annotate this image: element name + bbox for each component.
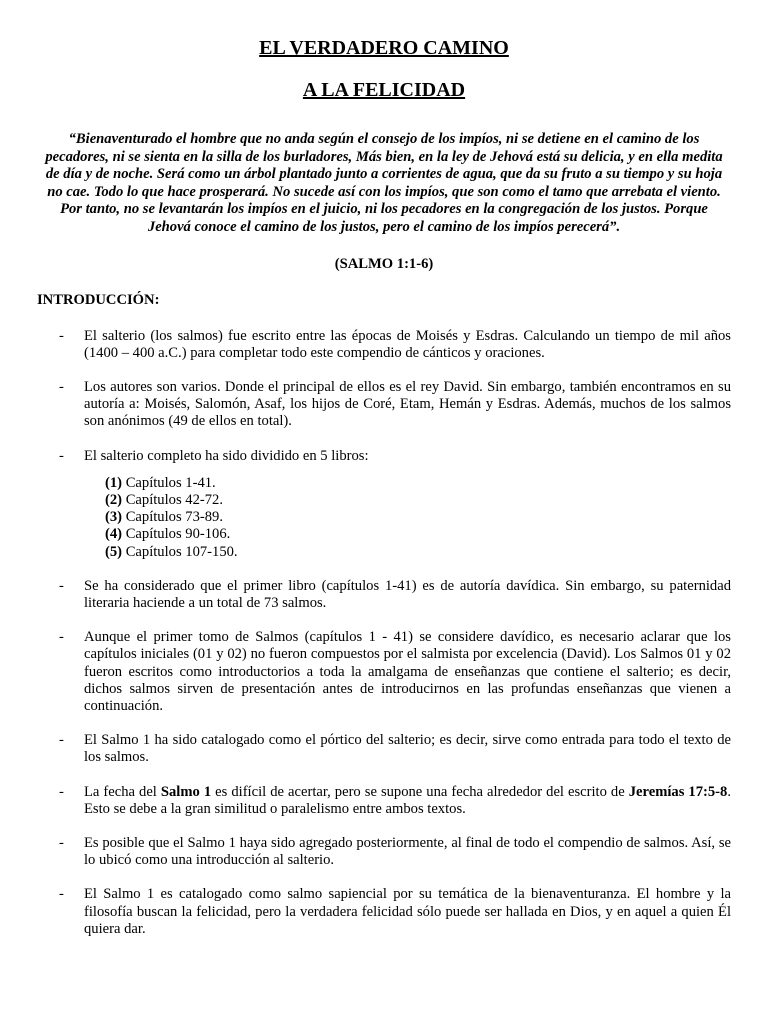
bullet-dash: - (59, 732, 64, 749)
list-item (37, 328, 731, 362)
book-range: Capítulos 107-150. (125, 543, 238, 560)
list-item-text: El Salmo 1 es catalogado como salmo sapiencial por su temática de la bienaventuranza. El hombre y la filosofía buscan la felicidad, pero la verdadera felicidad sólo puede ser hallada en Dios, y en aquel a quien Él quiera dar. (84, 886, 731, 937)
list-item (37, 629, 731, 715)
book-range: Capítulos 1-41. (125, 474, 216, 491)
epigraph-quote: “Bienaventurado el hombre que no anda según el consejo de los impíos, ni se detiene en el camino de los pecadores, ni se sienta en la silla de los burladores, Más bien, en la ley de Jehová está su delicia, y en ella medita de día y de noche. Será como un árbol plantado junto a corrientes de agua, que da su fruto a su tiempo y su hoja no cae. Todo lo que hace prosperará. No sucede así con los impíos, que son como el tamo que arrebata el viento. Por tanto, no se levantarán los impíos en el juicio, ni los pecadores en la congregación de los justos. Porque Jehová conoce el camino de los justos, pero el camino de los impíos perecerá”. (45, 131, 723, 235)
book-entry (105, 492, 731, 509)
bullet-dash: - (59, 835, 64, 852)
list-item-text: Aunque el primer tomo de Salmos (capítulos 1 - 41) se considere davídico, es necesario aclarar que los capítulos iniciales (01 y 02) no fueron compuestos por el salmista por excelencia (David). Los Salmos 01 y 02 fueron escritos como introductorios a toda la amalgama de enseñanzas que contiene el salterio; es decir, dichos salmos sirven de presentación antes de introducirnos en las profundas enseñanzas que vienen a continuación. (84, 629, 731, 715)
book-entry (105, 544, 731, 561)
list-item (37, 835, 731, 869)
book-range: Capítulos 73-89. (125, 509, 223, 526)
bullet-dash: - (59, 783, 64, 800)
list-item (37, 448, 731, 561)
list-item-text: Es posible que el Salmo 1 haya sido agregado posteriormente, al final de todo el compendio de salmos. Así, se lo ubicó como una introducción al salterio. (84, 835, 731, 869)
book-range: Capítulos 42-72. (125, 491, 223, 508)
bullet-dash: - (59, 886, 64, 903)
bullet-dash: - (59, 629, 64, 646)
list-item-body (84, 448, 731, 561)
bullet-dash: - (59, 378, 64, 395)
text-run: . Esto se debe a la gran similitud o paralelismo entre ambos textos. (84, 783, 731, 817)
text-run: es difícil de acertar, pero se supone una fecha alrededor del escrito de (211, 783, 629, 800)
intro-list (37, 328, 731, 938)
document-title-line-2: A LA FELICIDAD (302, 79, 466, 101)
bullet-dash: - (59, 447, 64, 464)
list-item-text: Se ha considerado que el primer libro (capítulos 1-41) es de autoría davídica. Sin embargo, su paternidad literaria haciende a un total de 73 salmos. (84, 577, 731, 611)
list-item-text: El salterio completo ha sido dividido en 5 libros: (84, 447, 369, 464)
section-heading-introduccion: INTRODUCCIÓN: (37, 291, 160, 308)
book-entry (105, 475, 731, 492)
text-run: La fecha del (84, 783, 161, 800)
book-number: (3) (105, 509, 123, 526)
book-entry (105, 509, 731, 526)
book-entry (105, 526, 731, 543)
books-sublist (105, 475, 731, 561)
list-item-text: Los autores son varios. Donde el principal de ellos es el rey David. Sin embargo, también encontramos en su autoría a: Moisés, Salomón, Asaf, los hijos de Coré, Etam, Hemán y Esdras. Además, muchos de los salmos son anónimos (49 de ellos en total). (84, 378, 731, 430)
book-number: (5) (105, 543, 123, 560)
scripture-reference: (SALMO 1:1-6) (334, 255, 434, 272)
book-number: (4) (105, 526, 123, 543)
book-number: (1) (105, 474, 123, 491)
list-item-text: El salterio (los salmos) fue escrito entre las épocas de Moisés y Esdras. Calculando un tiempo de mil años (1400 – 400 a.C.) para completar todo este compendio de cánticos y oraciones. (84, 327, 731, 361)
list-item (37, 578, 731, 612)
book-range: Capítulos 90-106. (125, 526, 231, 543)
list-item-text (84, 784, 731, 818)
list-item (37, 886, 731, 938)
list-item (37, 379, 731, 431)
list-item-text: El Salmo 1 ha sido catalogado como el pórtico del salterio; es decir, sirve como entrada para todo el texto de los salmos. (84, 732, 731, 766)
list-item (37, 784, 731, 818)
bold-reference-jeremias: Jeremías 17:5-8 (628, 783, 728, 800)
list-item (37, 732, 731, 766)
bullet-dash: - (59, 577, 64, 594)
bold-reference-salmo-1: Salmo 1 (160, 783, 212, 800)
document-title-line-1: EL VERDADERO CAMINO (259, 37, 509, 59)
bullet-dash: - (59, 327, 64, 344)
book-number: (2) (105, 491, 123, 508)
